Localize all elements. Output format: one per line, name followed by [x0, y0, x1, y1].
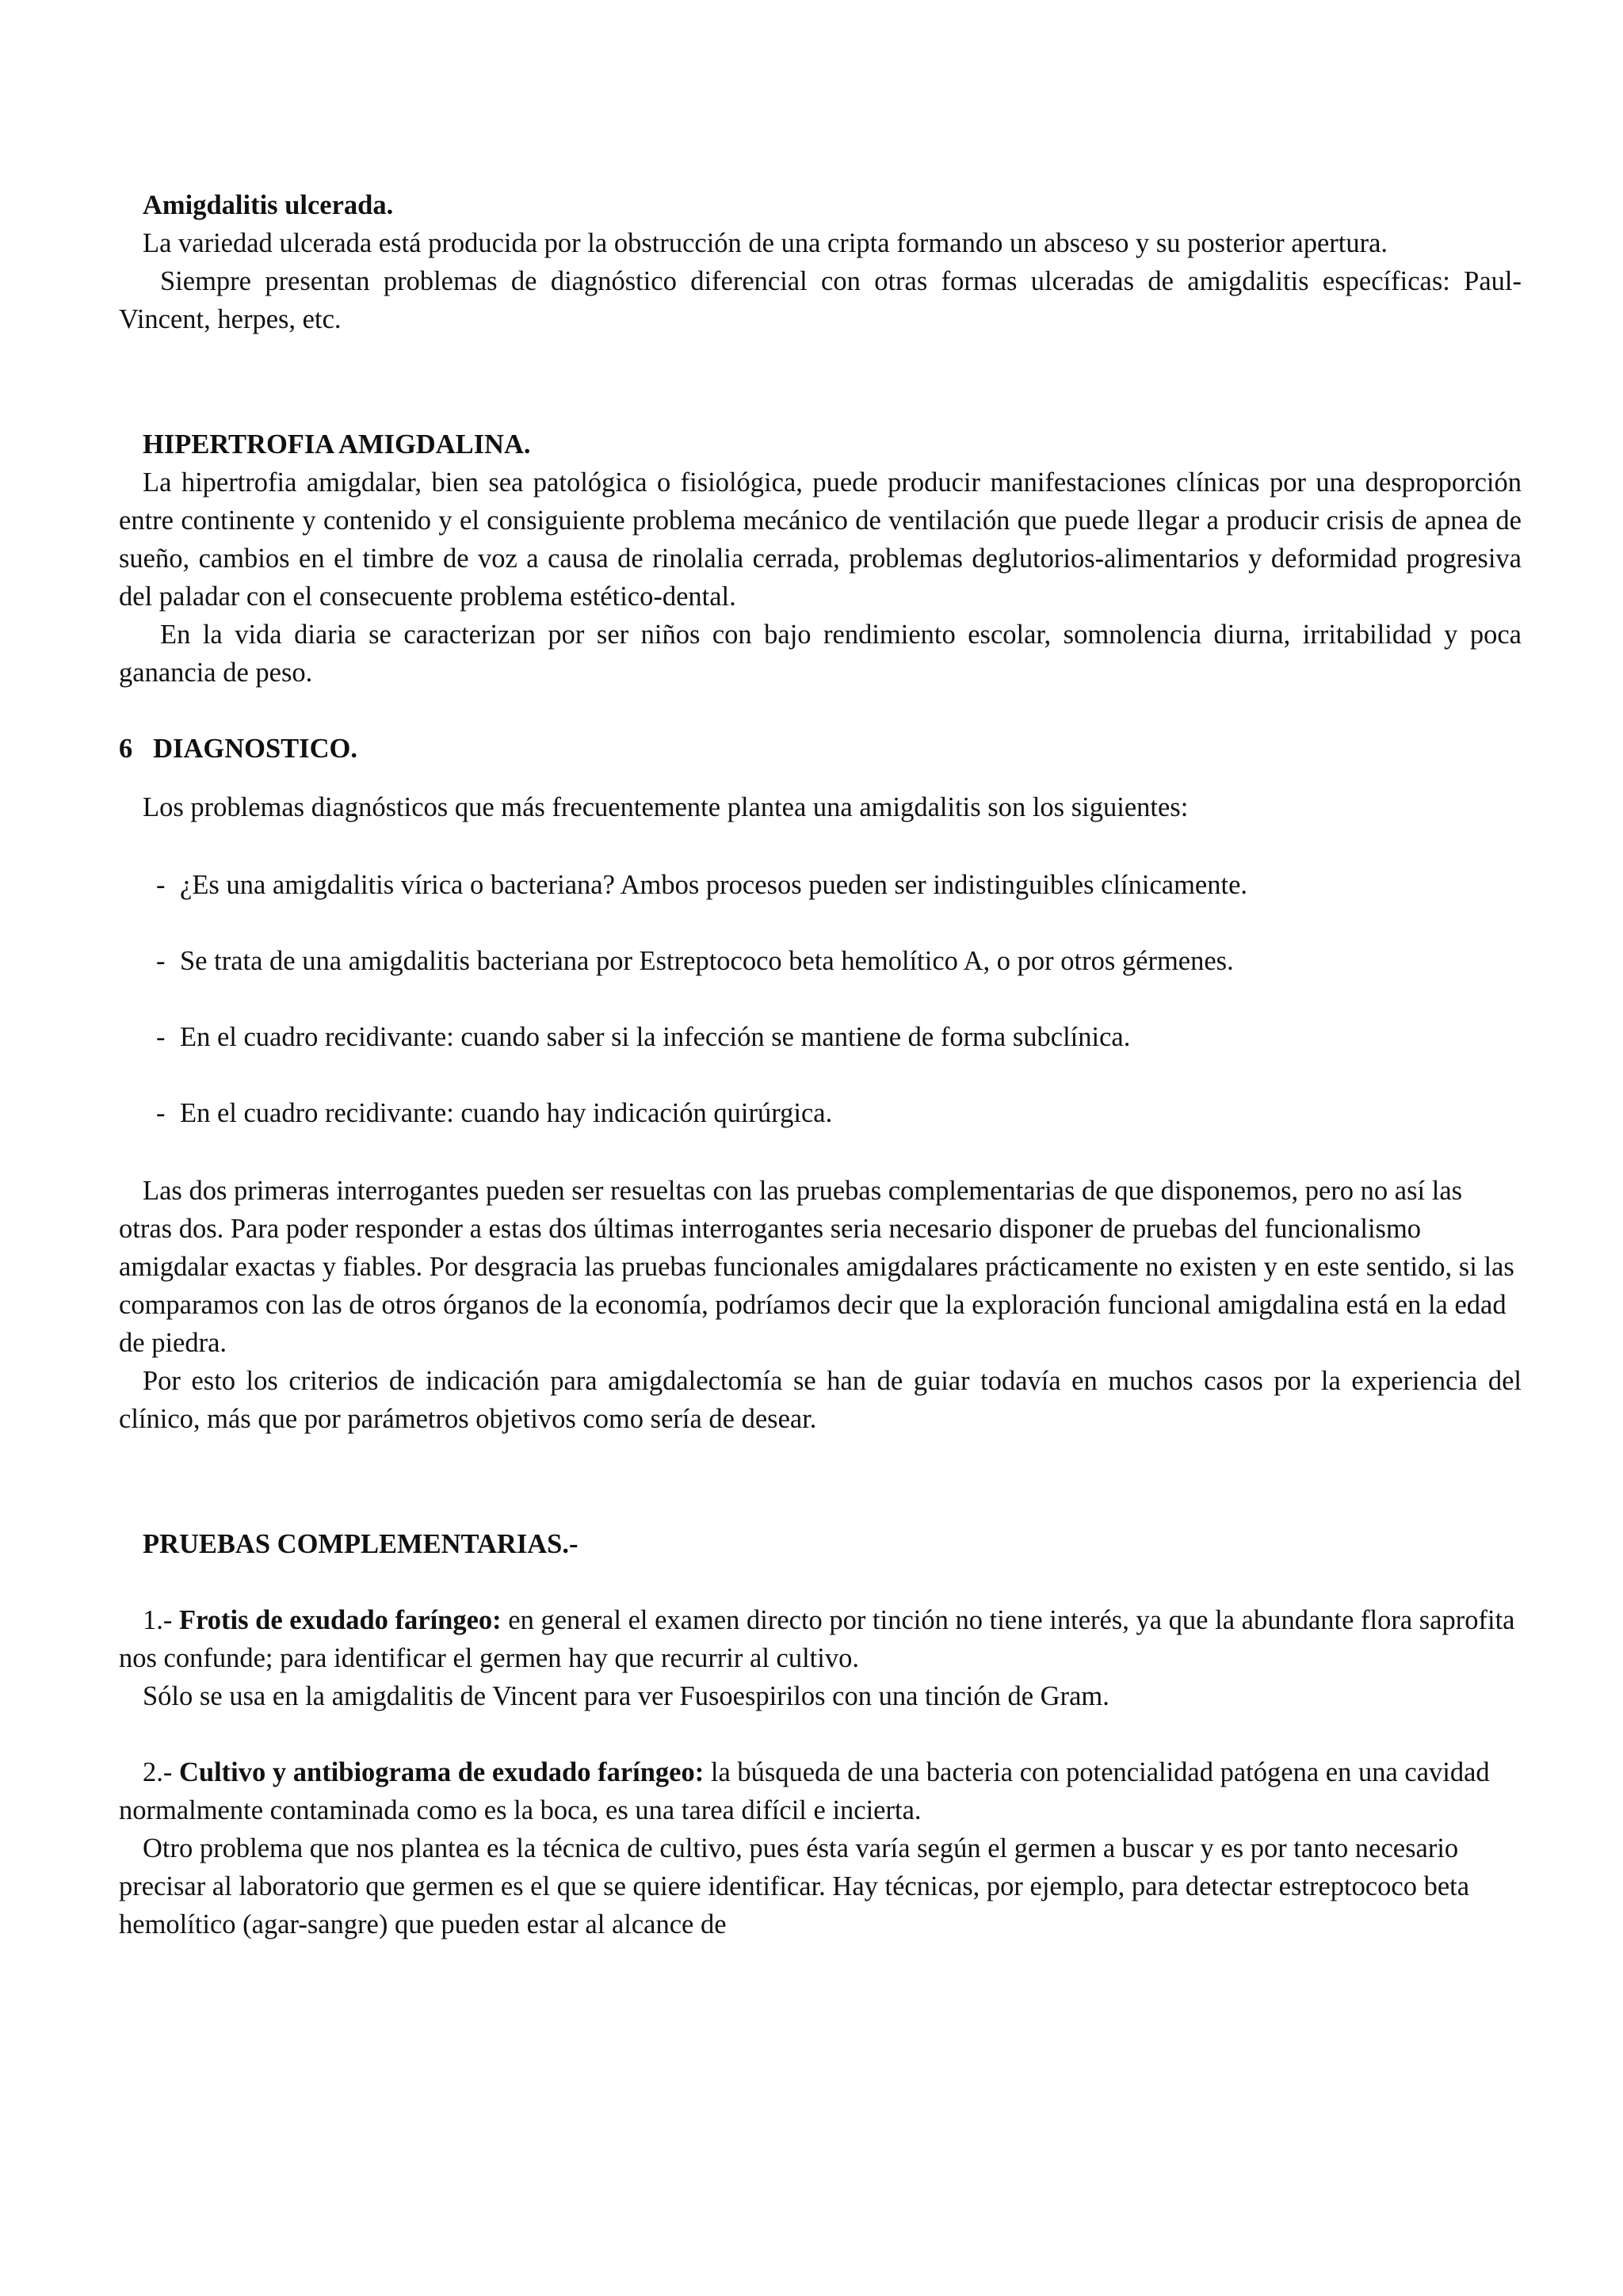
spacer: [119, 692, 1522, 730]
section-title-diagnostico: 6 DIAGNOSTICO.: [119, 734, 357, 764]
list-item-text: ¿Es una amigdalitis vírica o bacteriana? Ambos procesos pueden ser indistinguibles clínicamente.: [180, 870, 1248, 900]
item-text: la búsqueda de una bacteria con potencialidad patógena en una cavidad normalmente contaminada como es la boca, es una tarea difícil e incierta.: [119, 1757, 1490, 1825]
list-item-text: En el cuadro recidivante: cuando hay indicación quirúrgica.: [180, 1098, 833, 1128]
section-title-pruebas: PRUEBAS COMPLEMENTARIAS.-: [143, 1529, 579, 1559]
spacer: [119, 1438, 1522, 1525]
list-dash: -: [156, 1098, 166, 1128]
spacer: [119, 768, 1522, 788]
paragraph: Sólo se usa en la amigdalitis de Vincent para ver Fusoespirilos con una tinción de Gram.: [143, 1681, 1109, 1711]
spacer: [119, 338, 1522, 425]
item-text: en general el examen directo por tinción no tiene interés, ya que la abundante flora saprofita nos confunde; para identificar el germen hay que recurrir al cultivo.: [119, 1605, 1515, 1673]
paragraph: La hipertrofia amigdalar, bien sea patológica o fisiológica, puede producir manifestaciones clínicas por una desproporción entre continente y contenido y el consiguiente problema mecánico de ventilación que puede llegar a producir crisis de apnea de sueño, cambios en el timbre de voz a causa de rinolalia cerrada, problemas deglutorios-alimentarios y deformidad progresiva del paladar con el consecuente problema estético-dental.: [119, 467, 1522, 612]
list-item: [119, 866, 1522, 904]
item-number: 1.-: [143, 1605, 179, 1635]
item-number: 2.-: [143, 1757, 179, 1787]
paragraph: Las dos primeras interrogantes pueden ser resueltas con las pruebas complementarias de que disponemos, pero no así las otras dos. Para poder responder a estas dos últimas interrogantes seria necesario disponer de pruebas del funcionalismo amigdalar exactas y fiables. Por desgracia las pruebas funcionales amigdalares prácticamente no existen y en este sentido, si las comparamos con las de otros órganos de la economía, podríamos decir que la exploración funcional amigdalina está en la edad de piedra.: [119, 1176, 1514, 1358]
spacer: [119, 1132, 1522, 1172]
diagnostic-questions-list: [119, 866, 1522, 1132]
section-title-ulcerada: Amigdalitis ulcerada.: [143, 190, 394, 220]
item-term: Frotis de exudado faríngeo:: [179, 1605, 502, 1635]
spacer: [119, 826, 1522, 866]
page-content: [119, 186, 1522, 1943]
spacer: [119, 1715, 1522, 1753]
paragraph: La variedad ulcerada está producida por la obstrucción de una cripta formando un absceso y su posterior apertura.: [143, 228, 1388, 258]
paragraph: Otro problema que nos plantea es la técnica de cultivo, pues ésta varía según el germen a buscar y es por tanto necesario precisar al laboratorio que germen es el que se quiere identificar. Hay técnicas, por ejemplo, para detectar estreptococo beta hemolítico (agar-sangre) que pueden estar al alcance de: [119, 1833, 1470, 1939]
paragraph: En la vida diaria se caracterizan por ser niños con bajo rendimiento escolar, somnolencia diurna, irritabilidad y poca ganancia de peso.: [119, 620, 1522, 688]
list-dash: -: [156, 870, 166, 900]
paragraph: Siempre presentan problemas de diagnóstico diferencial con otras formas ulceradas de amigdalitis específicas: Paul-Vincent, herpes, etc.: [119, 266, 1522, 334]
section-title-hipertrofia: HIPERTROFIA AMIGDALINA.: [143, 429, 531, 460]
list-dash: -: [156, 946, 166, 976]
spacer: [119, 1563, 1522, 1601]
paragraph-cultivo: [119, 1753, 1522, 1829]
list-item: [119, 1094, 1522, 1132]
list-dash: -: [156, 1022, 166, 1052]
list-item-text: Se trata de una amigdalitis bacteriana por Estreptococo beta hemolítico A, o por otros gérmenes.: [180, 946, 1234, 976]
list-item: [119, 1018, 1522, 1056]
list-item-text: En el cuadro recidivante: cuando saber si la infección se mantiene de forma subclínica.: [180, 1022, 1131, 1052]
item-term: Cultivo y antibiograma de exudado faríngeo:: [179, 1757, 705, 1787]
list-item: [119, 942, 1522, 980]
paragraph: Los problemas diagnósticos que más frecuentemente plantea una amigdalitis son los siguientes:: [143, 792, 1189, 822]
paragraph: Por esto los criterios de indicación para amigdalectomía se han de guiar todavía en muchos casos por la experiencia del clínico, más que por parámetros objetivos como sería de desear.: [119, 1366, 1522, 1434]
paragraph-frotis: [119, 1601, 1522, 1677]
